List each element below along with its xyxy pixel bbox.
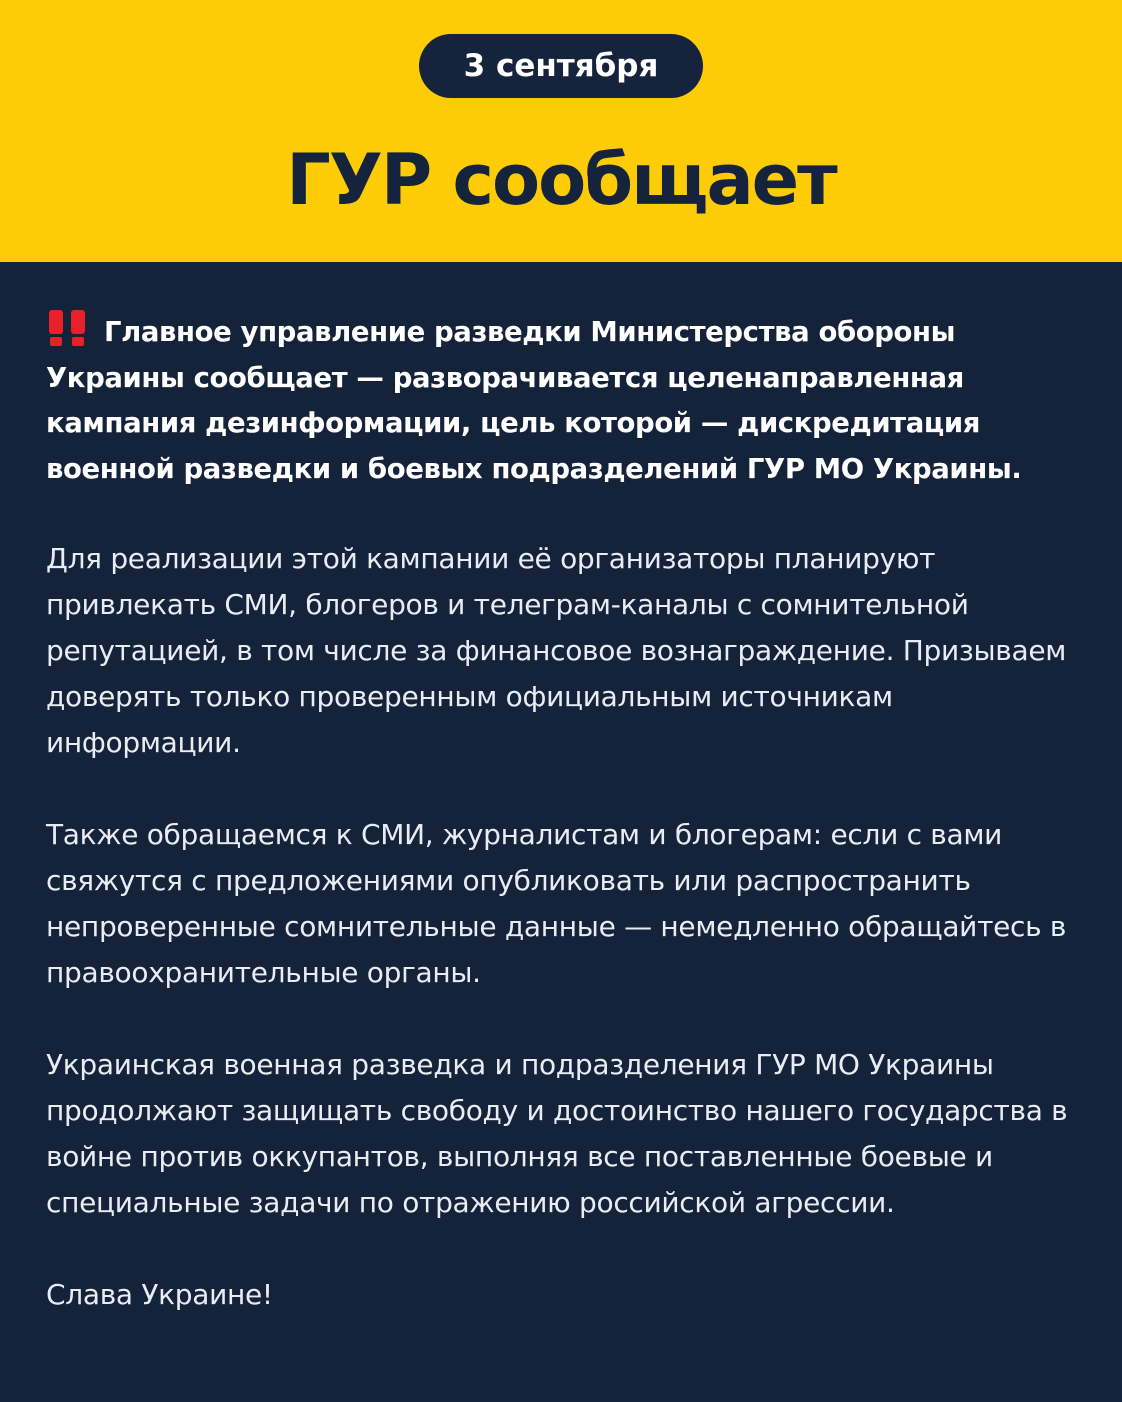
paragraph-appeal: Также обращаемся к СМИ, журналистам и блогерам: если с вами свяжутся с предложениями опубликовать или распространить непроверенные сомнительные данные — немедленно обращайтесь в правоохранительные органы.	[46, 818, 1067, 989]
lead-text: Главное управление разведки Министерства обороны Украины сообщает — разворачивается целенаправленная кампания дезинформации, цель которой — дискредитация военной разведки и боевых подразделений ГУР МО Украины.	[46, 316, 1022, 485]
header-banner	[0, 0, 1122, 262]
double-exclamation-icon	[46, 310, 90, 346]
message-content	[46, 310, 1096, 1318]
page-title: ГУР сообщает	[286, 139, 836, 221]
lead-paragraph	[46, 310, 1096, 492]
paragraph-defense: Украинская военная разведка и подразделения ГУР МО Украины продолжают защищать свободу и достоинство нашего государства в войне против оккупантов, выполняя все поставленные боевые и специальные задачи по отражению российской агрессии.	[46, 1048, 1068, 1219]
date-badge: 3 сентября	[419, 34, 703, 98]
message-body	[0, 262, 1122, 1402]
paragraph-closing: Слава Украине!	[46, 1278, 273, 1311]
paragraph-campaign: Для реализации этой кампании её организаторы планируют привлекать СМИ, блогеров и телеграм-каналы с сомнительной репутацией, в том числе за финансовое вознаграждение. Призываем доверять только проверенным официальным источникам информации.	[46, 542, 1067, 759]
